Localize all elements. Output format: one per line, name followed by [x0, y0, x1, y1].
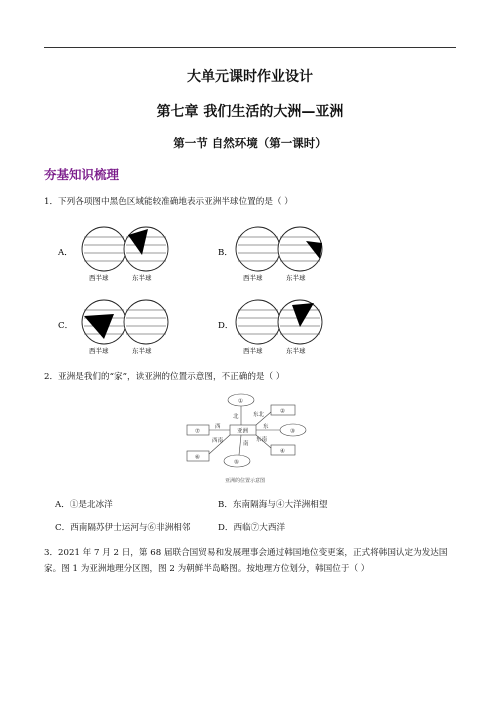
svg-text:西半球: 西半球 — [89, 274, 109, 282]
svg-text:西: 西 — [215, 424, 221, 430]
svg-text:东半球: 东半球 — [132, 347, 152, 355]
node-2: ② — [280, 408, 285, 415]
doc-title: 大单元课时作业设计 — [187, 69, 313, 85]
q2-option-d: D．西临⑦大西洋 — [218, 523, 286, 533]
question-3-line1: 3．2021 年 7 月 2 日，第 68 届联合国贸易和发展理事会通过韩国地位变更案，正式将韩国认定为发达国 — [44, 548, 448, 558]
svg-text:西半球: 西半球 — [89, 347, 109, 355]
svg-text:西半球: 西半球 — [243, 347, 263, 355]
svg-text:南: 南 — [243, 441, 249, 447]
svg-text:北: 北 — [233, 414, 239, 420]
node-7: ⑦ — [195, 428, 200, 435]
svg-text:东半球: 东半球 — [132, 274, 152, 282]
chapter-title: 第七章 我们生活的大洲—亚洲 — [156, 104, 344, 120]
option-a-figure — [57, 227, 168, 282]
svg-text:东南: 东南 — [256, 437, 268, 443]
node-6: ⑥ — [195, 454, 200, 461]
question-1-text: 1．下列各项图中黑色区域能较准确地表示亚洲半球位置的是（ ） — [44, 197, 293, 207]
q2-option-b: B．东南隔海与④大洋洲相望 — [218, 500, 328, 510]
svg-text:西半球: 西半球 — [243, 274, 263, 282]
option-b-letter: B． — [218, 248, 233, 258]
svg-text:西南: 西南 — [212, 438, 224, 444]
svg-text:东半球: 东半球 — [286, 347, 306, 355]
node-1: ① — [238, 398, 243, 405]
q2-option-a: A．①是北冰洋 — [55, 500, 113, 510]
svg-text:东半球: 东半球 — [286, 274, 306, 282]
q2-option-c: C．西南隔苏伊士运河与⑥非洲相邻 — [55, 523, 191, 533]
question-2-text: 2．亚洲是我们的“家”，读亚洲的位置示意图，不正确的是（ ） — [44, 372, 285, 382]
svg-text:东: 东 — [263, 424, 269, 430]
q1-hemisphere-figures — [44, 215, 456, 365]
option-c-letter: C． — [58, 321, 74, 331]
option-b-figure — [218, 227, 322, 282]
lesson-title: 第一节 自然环境（第一课时） — [173, 136, 327, 150]
option-d-letter: D． — [218, 321, 234, 331]
header-rule — [44, 47, 456, 48]
diagram-center: 亚洲 — [237, 428, 249, 435]
option-c-figure — [58, 300, 168, 355]
node-5: ⑤ — [234, 459, 239, 466]
node-3: ③ — [290, 428, 295, 435]
option-a-letter: A． — [58, 248, 73, 258]
question-3-line2: 家。图 1 为亚洲地理分区图，图 2 为朝鲜半岛略图。按地理方位划分，韩国位于（ ） — [44, 564, 370, 574]
node-4: ④ — [280, 448, 285, 455]
diagram-caption: 亚洲的位置示意图 — [225, 478, 266, 484]
asia-position-diagram — [185, 388, 315, 488]
svg-text:东北: 东北 — [253, 412, 265, 418]
section-heading: 夯基知识梳理 — [44, 167, 120, 182]
option-d-figure — [218, 300, 322, 355]
